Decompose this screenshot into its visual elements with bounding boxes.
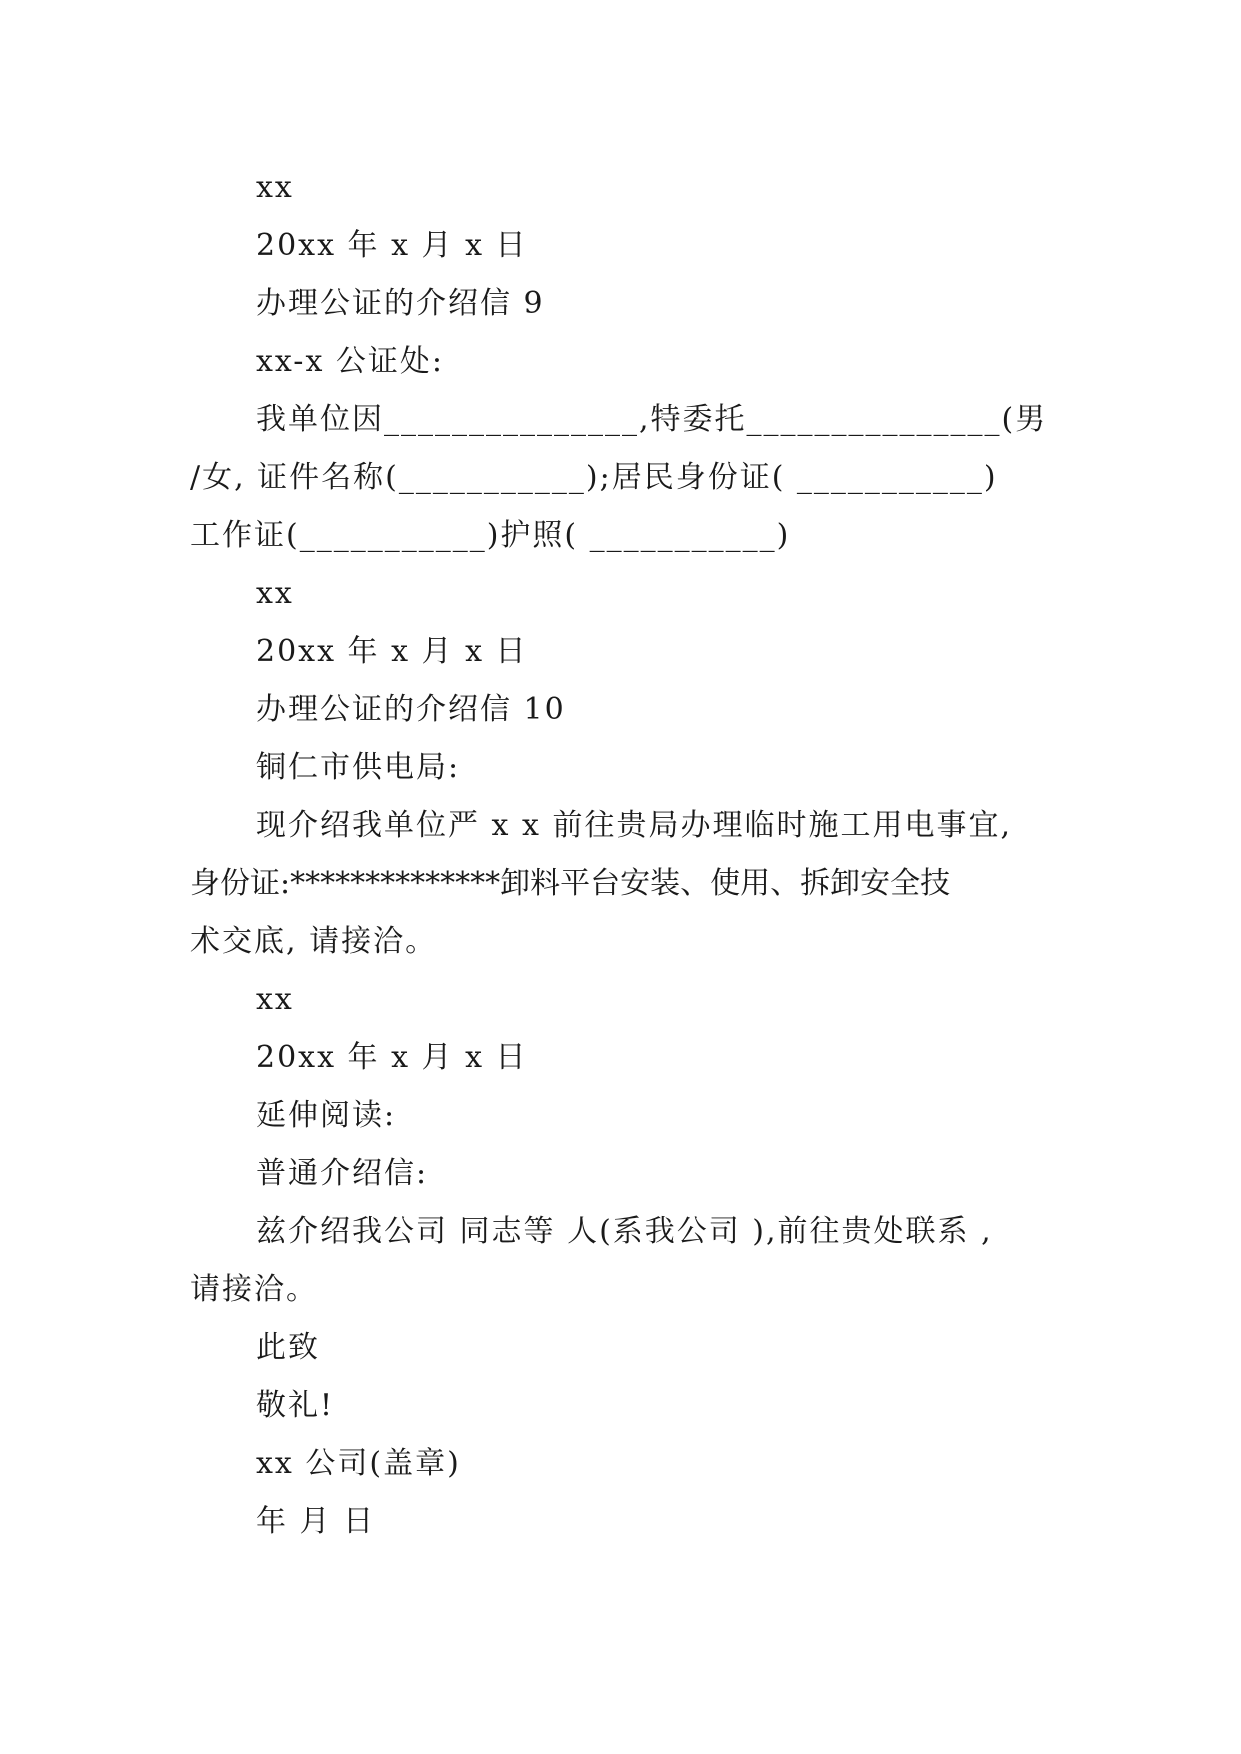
letter-title-9: 办理公证的介绍信 9 xyxy=(256,286,545,321)
extended-reading-heading: 延伸阅读: xyxy=(256,1098,397,1133)
general-letter-heading: 普通介绍信: xyxy=(256,1156,429,1191)
letter-title-10: 办理公证的介绍信 10 xyxy=(256,692,566,727)
signature-xx-3: xx xyxy=(256,982,294,1017)
date-line-2: 20xx 年 x 月 x 日 xyxy=(256,634,528,669)
closing-cizhi: 此致 xyxy=(256,1330,320,1365)
recipient-notary-office: xx-x 公证处: xyxy=(256,344,445,379)
body-paragraph-9-line-1: 我单位因_______________,特委托_______________(男 xyxy=(256,402,1048,437)
signature-xx-2: xx xyxy=(256,576,294,611)
closing-jingli: 敬礼! xyxy=(256,1388,335,1423)
company-seal-line: xx 公司(盖章) xyxy=(256,1446,461,1481)
blank-date-line: 年 月 日 xyxy=(256,1504,376,1539)
body-paragraph-10-line-3: 术交底, 请接洽。 xyxy=(190,924,438,959)
signature-xx-1: xx xyxy=(256,170,294,205)
body-paragraph-9-line-2: /女, 证件名称(___________);居民身份证( ___________) xyxy=(190,460,998,495)
general-letter-body-line-1: 兹介绍我公司 同志等 人(系我公司 ),前往贵处联系 , xyxy=(256,1214,993,1249)
body-paragraph-10-line-1: 现介绍我单位严 x x 前往贵局办理临时施工用电事宜, xyxy=(256,808,1012,843)
date-line-1: 20xx 年 x 月 x 日 xyxy=(256,228,528,263)
general-letter-body-line-2: 请接洽。 xyxy=(190,1272,318,1307)
recipient-power-bureau: 铜仁市供电局: xyxy=(256,750,461,785)
body-paragraph-10-line-2: 身份证:**************卸料平台安装、使用、拆卸安全技 xyxy=(190,866,951,901)
date-line-3: 20xx 年 x 月 x 日 xyxy=(256,1040,528,1075)
body-paragraph-9-line-3: 工作证(___________)护照( ___________) xyxy=(190,518,791,553)
